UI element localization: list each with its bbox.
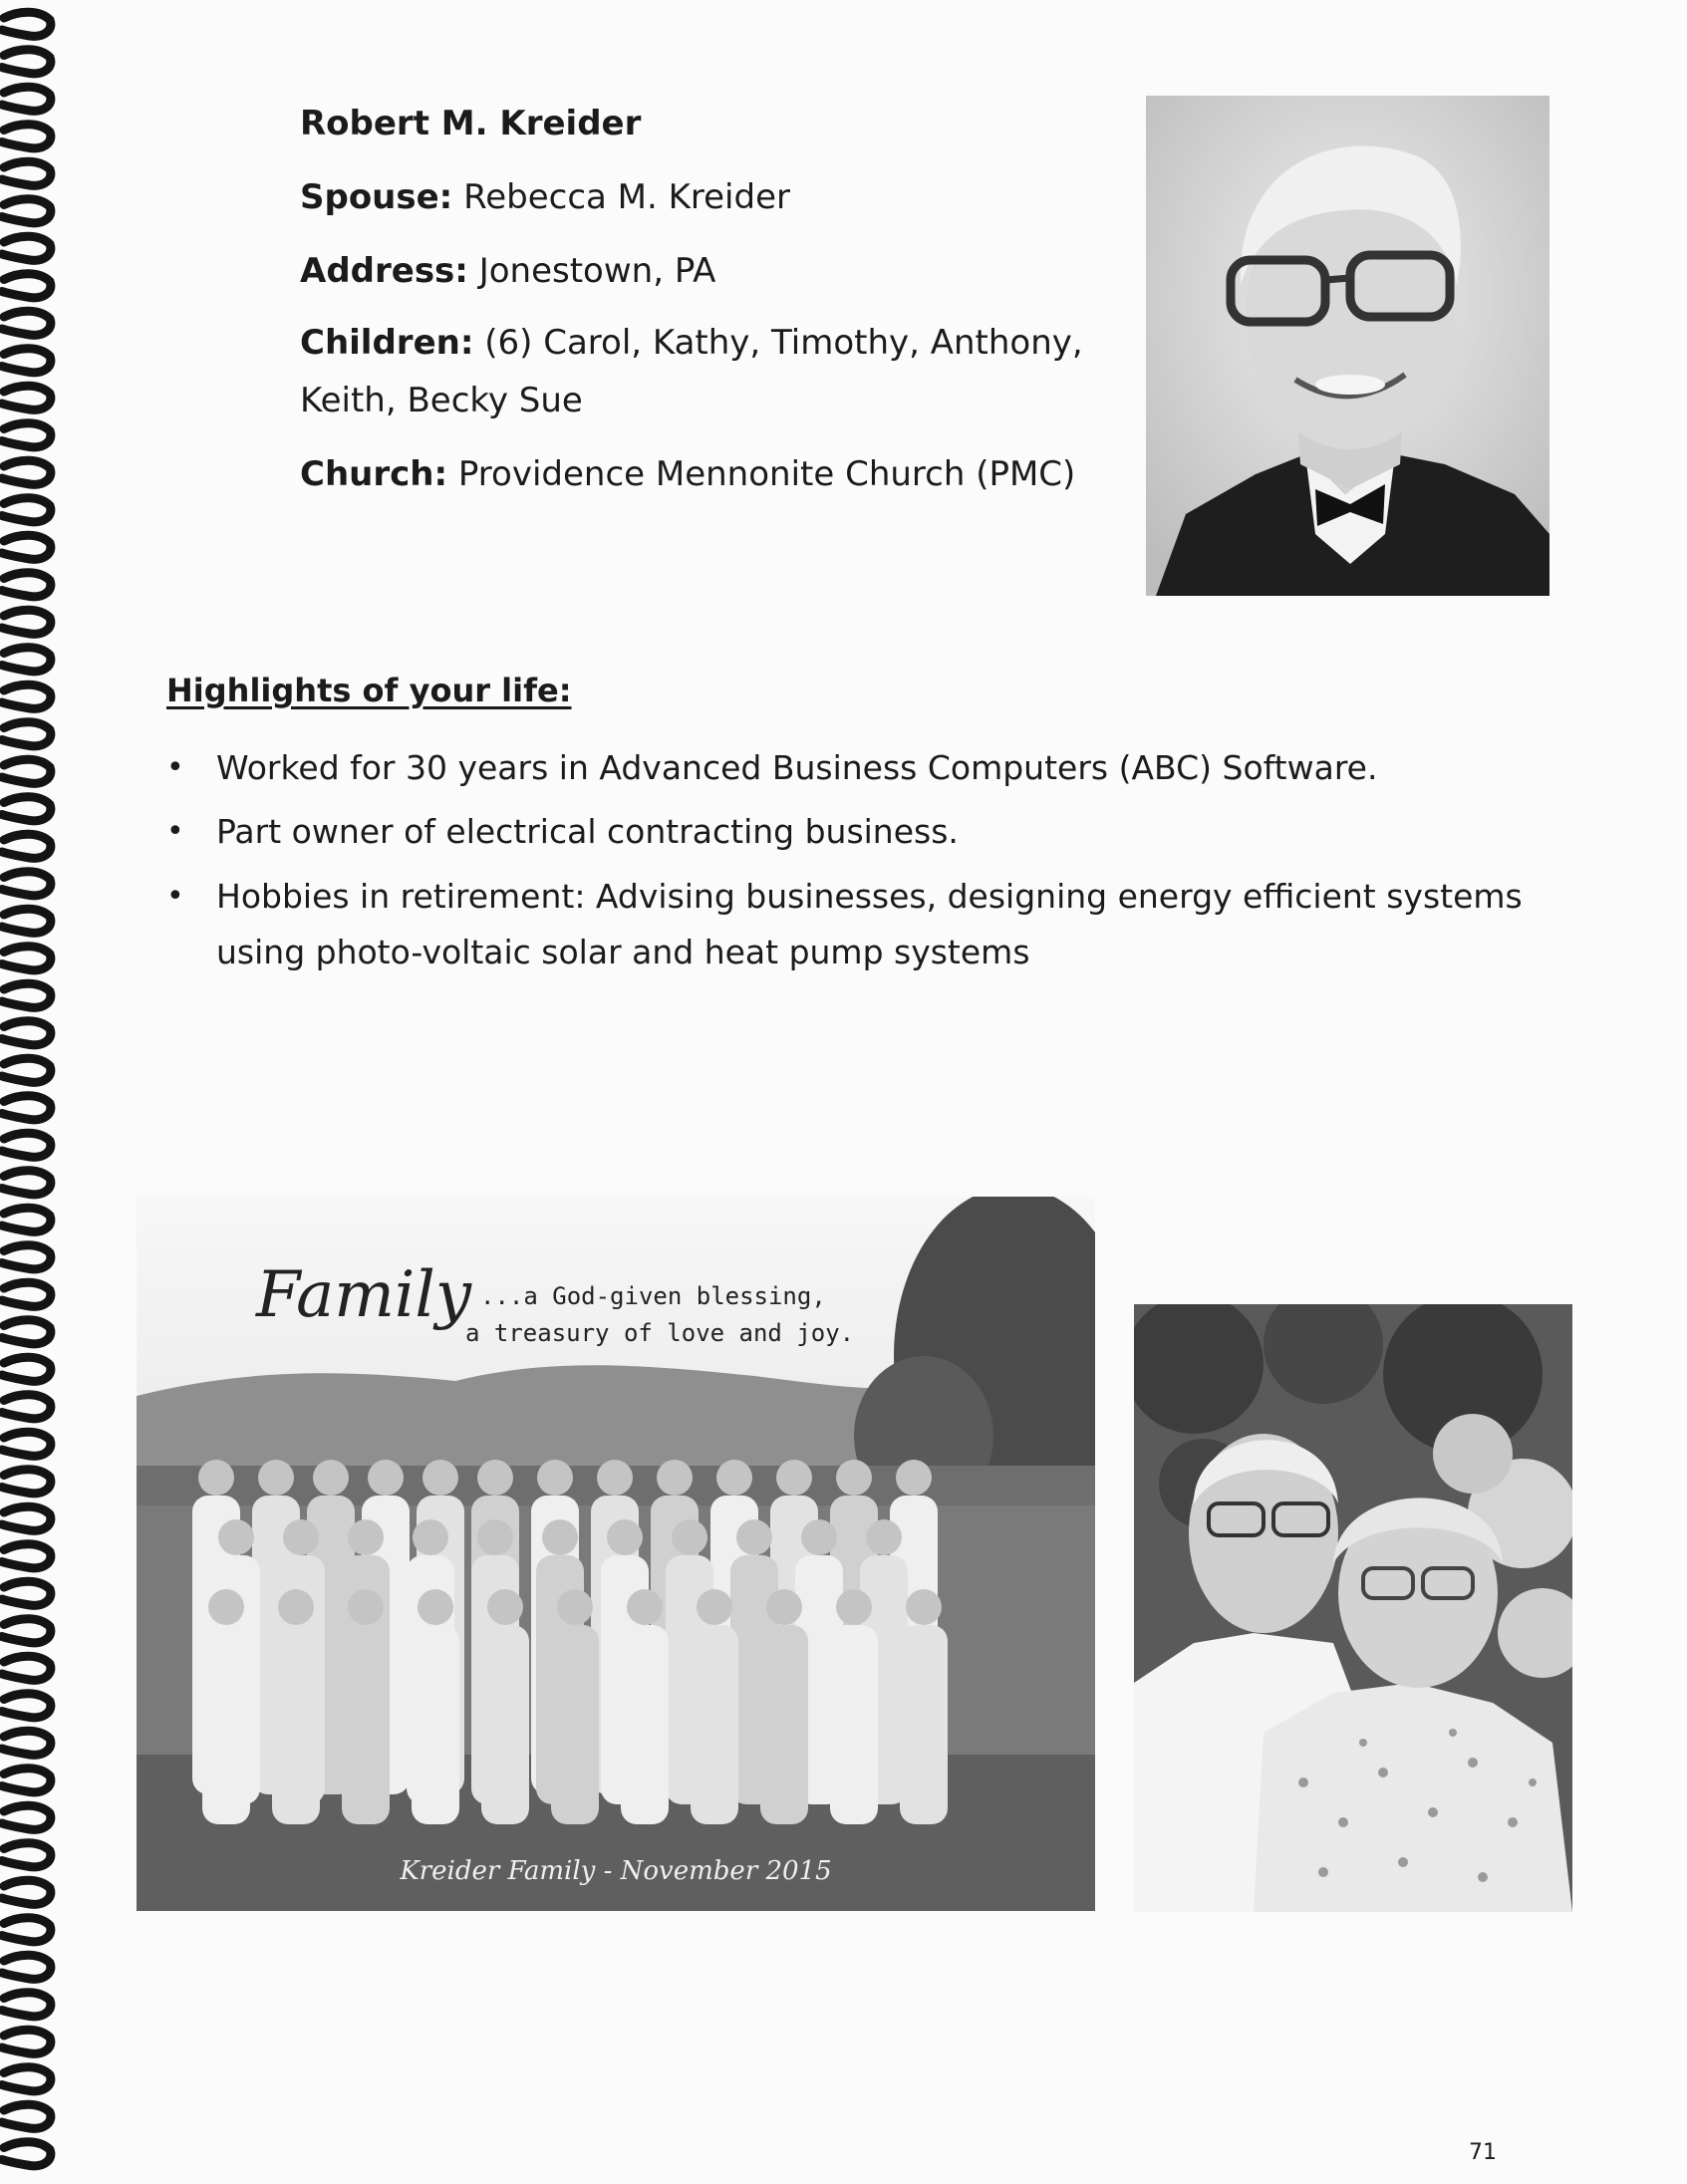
binding-coil bbox=[2, 684, 51, 708]
family-member-head bbox=[283, 1519, 319, 1555]
family-member-head bbox=[542, 1519, 578, 1555]
church-value: Providence Mennonite Church (PMC) bbox=[457, 454, 1076, 494]
binding-coil bbox=[2, 759, 51, 783]
family-member-body bbox=[551, 1625, 599, 1824]
binding-coil bbox=[2, 50, 51, 74]
family-member-head bbox=[198, 1460, 234, 1496]
binding-coil bbox=[2, 199, 51, 223]
family-member-head bbox=[278, 1589, 314, 1625]
binding-coil bbox=[2, 12, 51, 36]
binding-coil bbox=[2, 2030, 51, 2053]
binding-coil bbox=[2, 797, 51, 821]
family-member-head bbox=[422, 1460, 458, 1496]
binding-coil bbox=[2, 1694, 51, 1718]
binding-coil bbox=[2, 236, 51, 260]
family-member-body bbox=[760, 1625, 808, 1824]
spouse-label: Spouse: bbox=[300, 177, 453, 217]
family-member-head bbox=[697, 1589, 732, 1625]
binding-coil bbox=[2, 460, 51, 484]
binding-coil bbox=[2, 1506, 51, 1530]
family-member-body bbox=[830, 1625, 878, 1824]
family-member-body bbox=[202, 1625, 250, 1824]
family-member-head bbox=[208, 1589, 244, 1625]
family-member-head bbox=[607, 1519, 643, 1555]
family-member-body bbox=[481, 1625, 529, 1824]
binding-coil bbox=[2, 1058, 51, 1082]
binding-coil bbox=[2, 1171, 51, 1195]
person-name: Robert M. Kreider bbox=[300, 104, 642, 143]
binding-coil bbox=[2, 983, 51, 1007]
address-field bbox=[300, 251, 715, 291]
binding-coil bbox=[2, 648, 51, 672]
binding-coil bbox=[2, 311, 51, 335]
binding-coil bbox=[2, 1619, 51, 1643]
children-value-line2: Keith, Becky Sue bbox=[300, 381, 583, 420]
family-member-head bbox=[801, 1519, 837, 1555]
binding-coil bbox=[2, 1133, 51, 1157]
binding-coil bbox=[2, 2067, 51, 2091]
page-number: 71 bbox=[1469, 2140, 1497, 2165]
highlight-item: • Worked for 30 years in Advanced Business Computers (ABC) Software. bbox=[166, 739, 1561, 797]
binding-coil bbox=[2, 349, 51, 373]
family-member-head bbox=[487, 1589, 523, 1625]
family-photo bbox=[137, 1197, 1095, 1911]
family-member-head bbox=[896, 1460, 932, 1496]
family-member-head bbox=[348, 1589, 384, 1625]
family-title: Family bbox=[256, 1258, 471, 1332]
address-label: Address: bbox=[300, 251, 468, 291]
family-member-head bbox=[836, 1589, 872, 1625]
family-member-head bbox=[557, 1589, 593, 1625]
family-member-body bbox=[412, 1625, 459, 1824]
family-member-head bbox=[627, 1589, 663, 1625]
family-member-head bbox=[836, 1460, 872, 1496]
binding-coil bbox=[2, 1021, 51, 1045]
family-member-head bbox=[537, 1460, 573, 1496]
binding-coil bbox=[2, 498, 51, 522]
family-member-head bbox=[776, 1460, 812, 1496]
binding-coil bbox=[2, 947, 51, 970]
couple-photo bbox=[1134, 1304, 1572, 1912]
binding-coil bbox=[2, 1769, 51, 1792]
binding-coil bbox=[2, 1208, 51, 1231]
binding-coil bbox=[2, 2142, 51, 2166]
highlights-list bbox=[166, 739, 1561, 1008]
binding-coil bbox=[2, 909, 51, 933]
binding-coil bbox=[2, 1843, 51, 1867]
family-member-head bbox=[258, 1460, 294, 1496]
family-member-head bbox=[348, 1519, 384, 1555]
family-member-head bbox=[766, 1589, 802, 1625]
binding-coil bbox=[2, 722, 51, 746]
binding-coil bbox=[2, 872, 51, 896]
family-member-body bbox=[900, 1625, 948, 1824]
family-member-head bbox=[477, 1460, 513, 1496]
binding-coil bbox=[2, 535, 51, 559]
family-member-head bbox=[657, 1460, 693, 1496]
church-label: Church: bbox=[300, 454, 448, 494]
binding-coil bbox=[2, 1245, 51, 1269]
binding-coil bbox=[2, 1731, 51, 1755]
family-member-body bbox=[272, 1625, 320, 1824]
family-member-head bbox=[716, 1460, 752, 1496]
binding-coil bbox=[2, 573, 51, 597]
binding-coil bbox=[2, 1656, 51, 1680]
highlight-item: • Hobbies in retirement: Advising businesses, designing energy efficient systems using photo-voltaic solar and heat pump systems bbox=[166, 869, 1542, 980]
binding-coil bbox=[2, 1357, 51, 1381]
binding-coil bbox=[2, 1993, 51, 2017]
family-member-head bbox=[418, 1589, 453, 1625]
binding-coil bbox=[2, 1320, 51, 1344]
family-member-head bbox=[906, 1589, 942, 1625]
binding-coil bbox=[2, 1955, 51, 1979]
family-tagline-2: a treasury of love and joy. bbox=[465, 1319, 855, 1347]
binding-coil bbox=[2, 1470, 51, 1494]
family-member-head bbox=[866, 1519, 902, 1555]
family-member-head bbox=[672, 1519, 707, 1555]
family-member-head bbox=[477, 1519, 513, 1555]
family-member-body bbox=[342, 1625, 390, 1824]
spouse-value: Rebecca M. Kreider bbox=[463, 177, 790, 217]
spiral-binding bbox=[0, 0, 62, 2184]
binding-coil bbox=[2, 87, 51, 111]
highlights-heading: Highlights of your life: bbox=[166, 672, 572, 709]
family-member-head bbox=[218, 1519, 254, 1555]
binding-coil bbox=[2, 1395, 51, 1419]
binding-coil bbox=[2, 834, 51, 858]
binding-coil bbox=[2, 610, 51, 634]
highlight-item: • Part owner of electrical contracting business. bbox=[166, 803, 1561, 861]
portrait-photo bbox=[1146, 96, 1549, 596]
binding-coil bbox=[2, 161, 51, 185]
binding-coil bbox=[2, 125, 51, 148]
binding-coil bbox=[2, 2104, 51, 2128]
binding-coil bbox=[2, 1918, 51, 1942]
children-label: Children: bbox=[300, 323, 474, 363]
binding-coil bbox=[2, 1805, 51, 1829]
family-member-head bbox=[736, 1519, 772, 1555]
children-field bbox=[300, 323, 1083, 363]
family-member-head bbox=[368, 1460, 404, 1496]
binding-coil bbox=[2, 423, 51, 447]
spouse-field bbox=[300, 177, 790, 217]
children-value-line1: (6) Carol, Kathy, Timothy, Anthony, bbox=[484, 323, 1083, 363]
family-photo-caption: Kreider Family - November 2015 bbox=[400, 1856, 832, 1886]
family-tagline-1: ...a God-given blessing, bbox=[480, 1282, 826, 1310]
address-value: Jonestown, PA bbox=[478, 251, 716, 291]
family-member-body bbox=[691, 1625, 738, 1824]
church-field bbox=[300, 454, 1075, 494]
binding-coil bbox=[2, 1880, 51, 1904]
family-member-body bbox=[621, 1625, 669, 1824]
binding-coil bbox=[2, 1432, 51, 1456]
binding-coil bbox=[2, 1282, 51, 1306]
binding-coil bbox=[2, 386, 51, 410]
binding-coil bbox=[2, 1581, 51, 1605]
family-member-head bbox=[313, 1460, 349, 1496]
binding-coil bbox=[2, 1544, 51, 1568]
binding-coil bbox=[2, 274, 51, 298]
binding-coil bbox=[2, 1096, 51, 1120]
family-member-head bbox=[413, 1519, 448, 1555]
family-member-head bbox=[597, 1460, 633, 1496]
